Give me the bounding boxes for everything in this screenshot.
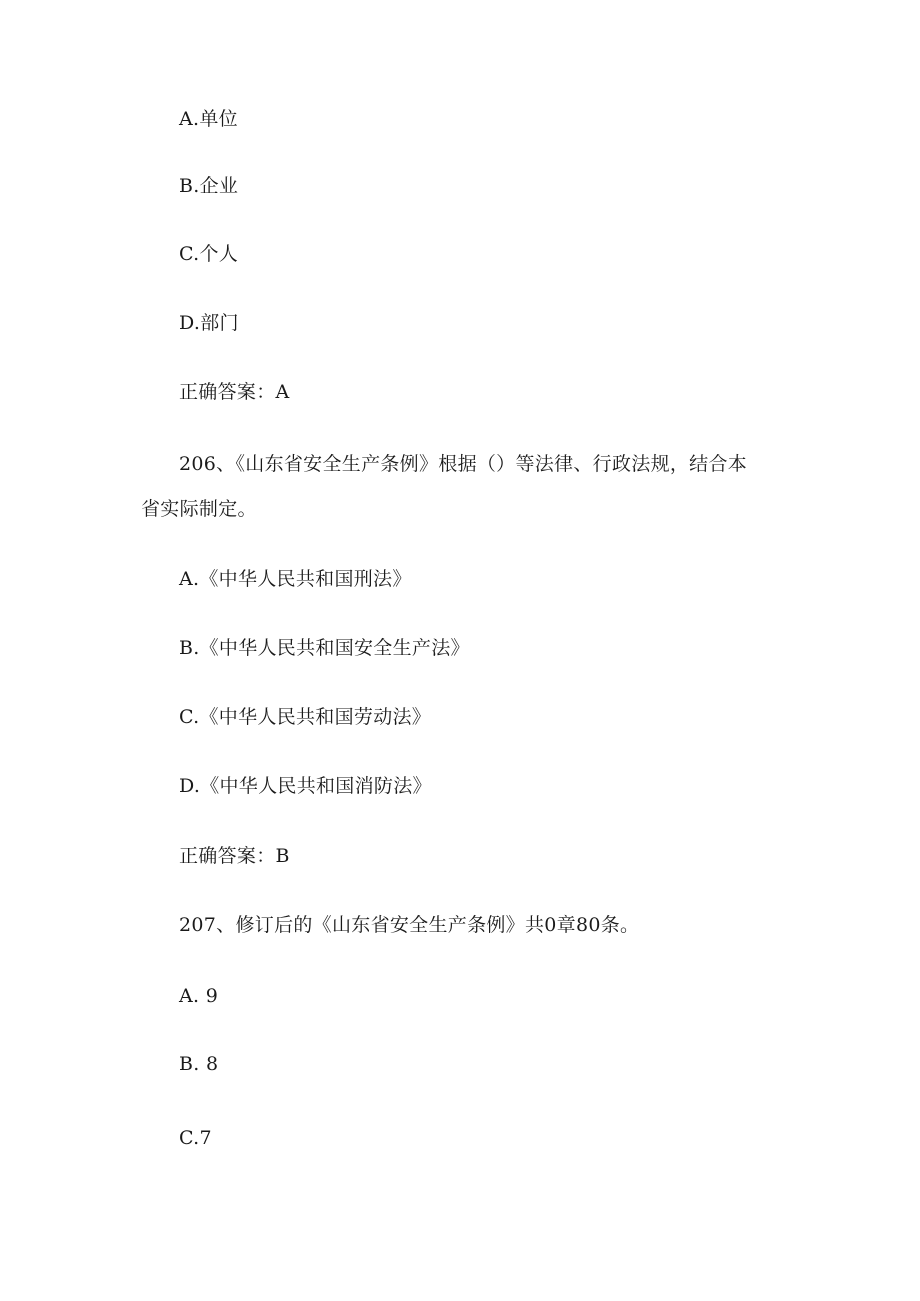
option-c: C.《中华人民共和国劳动法》 [179, 706, 432, 728]
option-a: A.单位 [179, 108, 238, 130]
correct-answer: 正确答案：B [179, 845, 290, 867]
option-c: C.7 [179, 1127, 212, 1149]
question-206-text-continued: 省实际制定。 [141, 498, 257, 520]
option-b: B.《中华人民共和国安全生产法》 [179, 637, 470, 659]
option-d: D.《中华人民共和国消防法》 [179, 775, 432, 797]
option-a: A.《中华人民共和国刑法》 [179, 568, 412, 590]
option-d: D.部门 [179, 312, 239, 334]
question-206-text: 206、《山东省安全生产条例》根据（）等法律、行政法规，结合本 [179, 453, 748, 475]
option-b: B.企业 [179, 175, 239, 197]
option-c: C.个人 [179, 243, 239, 265]
correct-answer: 正确答案：A [179, 381, 290, 403]
option-b: B. 8 [179, 1053, 219, 1075]
option-a: A. 9 [179, 985, 219, 1007]
question-207-text: 207、修订后的《山东省安全生产条例》共0章80条。 [179, 914, 640, 936]
